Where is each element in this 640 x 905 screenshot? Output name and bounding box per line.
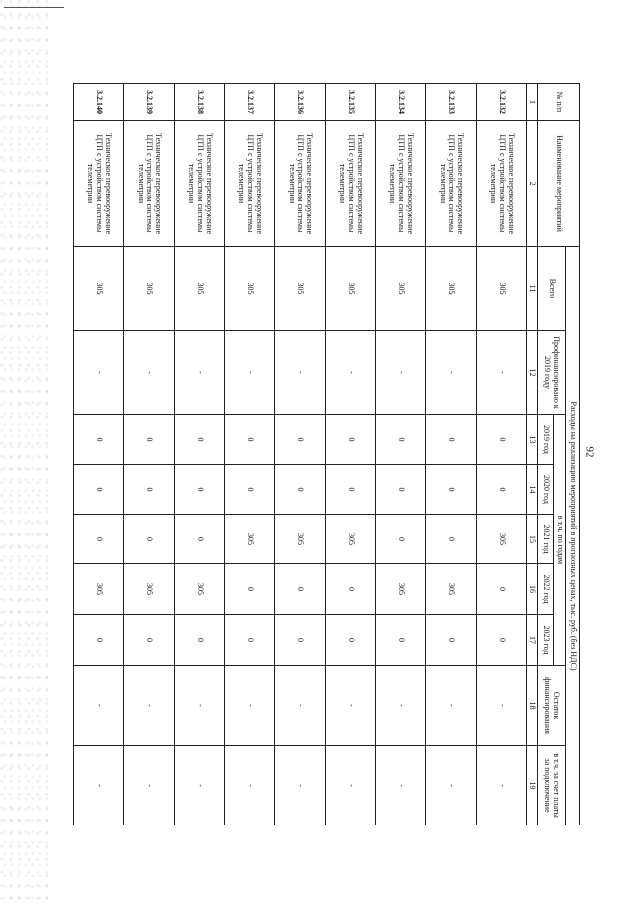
header-year-2019: 2019 год: [538, 415, 554, 465]
row-name: Техническое перевооружение ЦТП с устройством системы телеметрии: [74, 121, 124, 247]
row-total: 305: [225, 247, 275, 331]
row-total: 305: [426, 247, 476, 331]
row-remaining: -: [124, 666, 174, 746]
row-year-2020: 0: [376, 465, 426, 515]
row-year-2022: 305: [426, 564, 476, 615]
row-year-2019: 0: [376, 415, 426, 465]
row-name: Техническое перевооружение ЦТП с устройством системы телеметрии: [325, 121, 375, 247]
row-year-2019: 0: [476, 415, 526, 465]
index-cell: 19: [527, 746, 538, 826]
row-year-2023: 0: [225, 615, 275, 666]
table-row: [275, 84, 325, 826]
scan-edge-line: [4, 7, 64, 8]
scan-edge-noise: [0, 0, 48, 905]
row-remaining: -: [426, 666, 476, 746]
row-number: 3.2.133: [426, 84, 476, 121]
row-number: 3.2.139: [124, 84, 174, 121]
row-year-2020: 0: [225, 465, 275, 515]
row-name: Техническое перевооружение ЦТП с устройством системы телеметрии: [426, 121, 476, 247]
row-total: 305: [174, 247, 224, 331]
row-name: Техническое перевооружение ЦТП с устройством системы телеметрии: [124, 121, 174, 247]
index-cell: 17: [527, 615, 538, 666]
row-year-2021: 0: [426, 515, 476, 564]
row-year-2020: 0: [325, 465, 375, 515]
row-incl-connection-fee: -: [124, 746, 174, 826]
expenses-table: [73, 83, 580, 825]
row-incl-connection-fee: -: [275, 746, 325, 826]
index-cell: 14: [527, 465, 538, 515]
row-year-2020: 0: [426, 465, 476, 515]
row-year-2019: 0: [74, 415, 124, 465]
row-number: 3.2.137: [225, 84, 275, 121]
row-year-2019: 0: [124, 415, 174, 465]
row-name: Техническое перевооружение ЦТП с устройством системы телеметрии: [476, 121, 526, 247]
table-row: [376, 84, 426, 826]
row-remaining: -: [325, 666, 375, 746]
row-number: 3.2.138: [174, 84, 224, 121]
row-prefinanced: -: [275, 331, 325, 415]
row-number: 3.2.140: [74, 84, 124, 121]
row-year-2019: 0: [426, 415, 476, 465]
header-expenses-group: Расходы на реализацию мероприятий в прогнозных ценах, тыс. руб. (без НДС): [566, 247, 580, 826]
row-prefinanced: -: [325, 331, 375, 415]
header-year-2021: 2021 год: [538, 515, 554, 564]
header-total: Всего: [538, 247, 566, 331]
row-remaining: -: [376, 666, 426, 746]
row-prefinanced: -: [426, 331, 476, 415]
row-year-2023: 0: [124, 615, 174, 666]
row-year-2020: 0: [124, 465, 174, 515]
row-total: 305: [325, 247, 375, 331]
row-year-2023: 0: [325, 615, 375, 666]
rotated-table-frame: [73, 83, 580, 825]
row-year-2021: 305: [325, 515, 375, 564]
row-year-2022: 0: [275, 564, 325, 615]
row-year-2022: 305: [124, 564, 174, 615]
row-incl-connection-fee: -: [426, 746, 476, 826]
row-name: Техническое перевооружение ЦТП с устройством системы телеметрии: [275, 121, 325, 247]
table-row: [325, 84, 375, 826]
row-remaining: -: [174, 666, 224, 746]
row-year-2023: 0: [476, 615, 526, 666]
row-year-2023: 0: [174, 615, 224, 666]
row-incl-connection-fee: -: [476, 746, 526, 826]
row-year-2019: 0: [325, 415, 375, 465]
header-year-2023: 2023 год: [538, 615, 554, 666]
header-year-2020: 2020 год: [538, 465, 554, 515]
table-row: [174, 84, 224, 826]
row-prefinanced: -: [174, 331, 224, 415]
row-total: 305: [376, 247, 426, 331]
row-year-2021: 0: [74, 515, 124, 564]
table-row: [74, 84, 124, 826]
row-name: Техническое перевооружение ЦТП с устройством системы телеметрии: [376, 121, 426, 247]
row-incl-connection-fee: -: [325, 746, 375, 826]
table-body: [74, 84, 527, 826]
row-year-2022: 305: [376, 564, 426, 615]
row-year-2020: 0: [476, 465, 526, 515]
row-number: 3.2.132: [476, 84, 526, 121]
row-prefinanced: -: [376, 331, 426, 415]
row-remaining: -: [74, 666, 124, 746]
row-prefinanced: -: [74, 331, 124, 415]
row-year-2021: 305: [225, 515, 275, 564]
index-cell: 15: [527, 515, 538, 564]
row-incl-connection-fee: -: [174, 746, 224, 826]
row-total: 305: [476, 247, 526, 331]
row-year-2020: 0: [174, 465, 224, 515]
row-remaining: -: [225, 666, 275, 746]
header-number: № п/п: [538, 84, 580, 121]
rotated-table-content: [73, 83, 580, 825]
row-incl-connection-fee: -: [225, 746, 275, 826]
row-year-2023: 0: [275, 615, 325, 666]
row-number: 3.2.135: [325, 84, 375, 121]
row-year-2021: 305: [275, 515, 325, 564]
row-name: Техническое перевооружение ЦТП с устройством системы телеметрии: [225, 121, 275, 247]
header-name: Наименование мероприятий: [538, 121, 580, 247]
row-year-2021: 0: [124, 515, 174, 564]
row-remaining: -: [275, 666, 325, 746]
row-year-2022: 305: [74, 564, 124, 615]
table-row: [124, 84, 174, 826]
header-prefinanced: Профинансировано к 2019 году: [538, 331, 566, 415]
header-year-2022: 2022 год: [538, 564, 554, 615]
row-year-2021: 0: [174, 515, 224, 564]
table-row: [426, 84, 476, 826]
row-incl-connection-fee: -: [74, 746, 124, 826]
index-cell: 18: [527, 666, 538, 746]
row-number: 3.2.134: [376, 84, 426, 121]
row-year-2022: 305: [174, 564, 224, 615]
row-number: 3.2.136: [275, 84, 325, 121]
row-year-2020: 0: [74, 465, 124, 515]
row-remaining: -: [476, 666, 526, 746]
page-number: 92: [583, 446, 596, 458]
index-cell: 2: [527, 121, 538, 247]
index-cell: 13: [527, 415, 538, 465]
row-year-2021: 0: [376, 515, 426, 564]
header-remaining: Остаток финансирования: [538, 666, 566, 746]
row-year-2019: 0: [275, 415, 325, 465]
row-total: 305: [275, 247, 325, 331]
index-cell: 11: [527, 247, 538, 331]
row-total: 305: [74, 247, 124, 331]
row-prefinanced: -: [476, 331, 526, 415]
row-year-2020: 0: [275, 465, 325, 515]
row-year-2019: 0: [225, 415, 275, 465]
row-name: Техническое перевооружение ЦТП с устройством системы телеметрии: [174, 121, 224, 247]
row-year-2022: 0: [225, 564, 275, 615]
row-incl-connection-fee: -: [376, 746, 426, 826]
row-year-2023: 0: [376, 615, 426, 666]
row-year-2022: 0: [476, 564, 526, 615]
row-prefinanced: -: [124, 331, 174, 415]
header-by-years: в т.ч. по годам: [554, 415, 566, 666]
index-cell: 16: [527, 564, 538, 615]
table-row: [476, 84, 526, 826]
row-year-2019: 0: [174, 415, 224, 465]
row-year-2023: 0: [74, 615, 124, 666]
row-year-2023: 0: [426, 615, 476, 666]
header-incl-connection-fee: в т.ч. за счет платы за подключение: [538, 746, 566, 826]
row-total: 305: [124, 247, 174, 331]
index-cell: 1: [527, 84, 538, 121]
row-year-2021: 305: [476, 515, 526, 564]
row-year-2022: 0: [325, 564, 375, 615]
row-prefinanced: -: [225, 331, 275, 415]
index-cell: 12: [527, 331, 538, 415]
table-row: [225, 84, 275, 826]
